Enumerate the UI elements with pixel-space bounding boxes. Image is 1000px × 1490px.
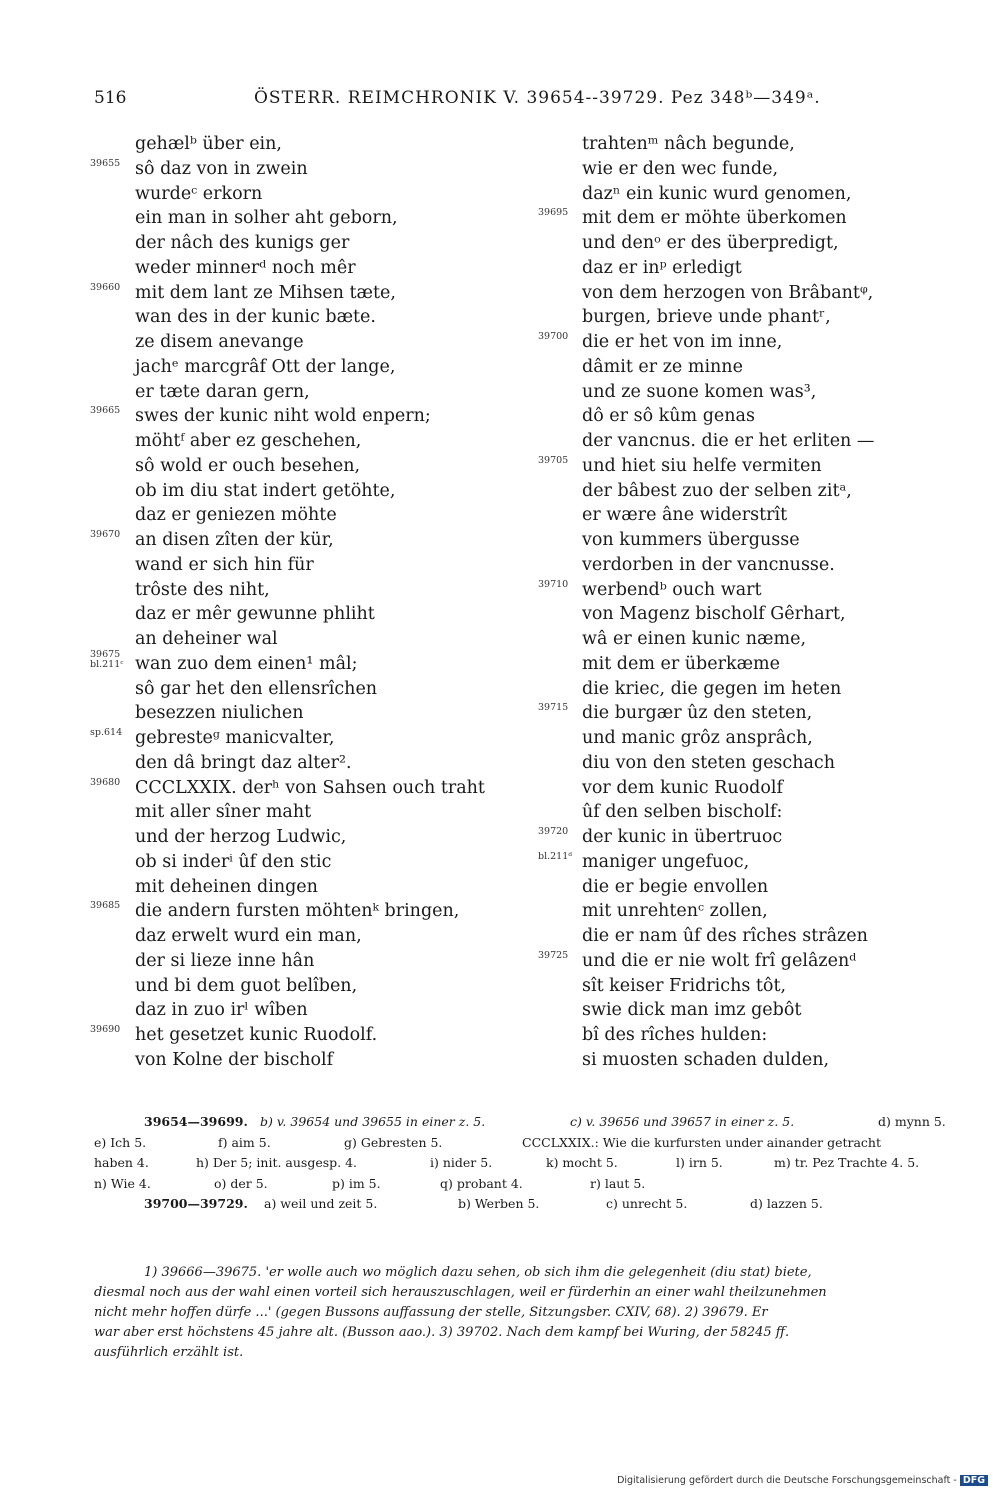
footnote-line: diesmal noch aus der wahl einen vorteil sich herauszuschlagen, weil er fürderhin an einer wahl theilzunehmen	[94, 1285, 827, 1300]
verse-line	[538, 998, 918, 1023]
verse-text: burgen, brieve unde phantʳ,	[582, 307, 831, 328]
verse-line	[538, 231, 918, 256]
verse-line	[538, 652, 918, 677]
apparatus-note: o) der 5.	[214, 1175, 268, 1191]
verse-line	[538, 553, 918, 578]
apparatus-note: haben 4.	[94, 1155, 149, 1170]
verse-text: und der herzog Ludwic,	[135, 827, 347, 847]
verse-line	[90, 182, 530, 207]
verse-text: daz in zuo irˡ wîben	[135, 1000, 308, 1021]
apparatus-note: a) weil und zeit 5.	[264, 1196, 378, 1211]
verse-line	[90, 157, 530, 182]
verse-line	[90, 305, 530, 330]
verse-line	[538, 528, 918, 553]
verse-line	[538, 429, 918, 454]
verse-text: der bâbest zuo der selben zitᵃ,	[582, 480, 852, 501]
footnote-line: nicht mehr hoffen dürfe ...' (gegen Bussons auffassung der stelle, Sitzungsber. CXIV, 68). 2) 39679. Er	[94, 1305, 768, 1320]
verse-text: und hiet siu helfe vermiten	[582, 455, 822, 476]
verse-text: jachᵉ marcgrâf Ott der lange,	[135, 356, 396, 377]
apparatus-note: n) Wie 4.	[94, 1175, 151, 1191]
verse-line	[90, 648, 530, 677]
line-number: 39705	[538, 454, 569, 466]
apparatus-note: b) v. 39654 und 39655 in einer z. 5.	[260, 1114, 486, 1129]
apparatus-row	[94, 1194, 964, 1215]
verse-text: ein man in solher aht geborn,	[135, 208, 398, 229]
verse-line	[538, 776, 918, 801]
verse-text: sô wold er ouch besehen,	[135, 455, 361, 476]
verse-line	[90, 380, 530, 405]
verse-text: daz erwelt wurd ein man,	[135, 926, 362, 946]
verse-text: mit dem lant ze Mihsen tæte,	[135, 282, 396, 303]
apparatus-row	[94, 1174, 964, 1195]
verse-text: si muosten schaden dulden,	[582, 1049, 830, 1070]
verse-line	[90, 875, 530, 900]
verse-text: sô daz von in zwein	[135, 158, 308, 179]
verse-text: wâ er einen kunic næme,	[582, 629, 807, 649]
verse-line	[538, 206, 918, 231]
verse-line	[538, 132, 918, 157]
verse-text: het gesetzet kunic Ruodolf.	[135, 1025, 378, 1045]
verse-text: ze disem anevange	[135, 332, 304, 352]
verse-text: mit dem er überkæme	[582, 653, 780, 674]
verse-line	[538, 627, 918, 652]
verse-text: mit aller sîner maht	[135, 802, 312, 823]
verse-text: mit unrehtenᶜ zollen,	[582, 901, 768, 922]
verse-line	[90, 454, 530, 479]
verse-line	[538, 1048, 918, 1073]
verse-text: daz er mêr gewunne phliht	[135, 604, 375, 625]
apparatus-note: CCCLXXIX.: Wie die kurfursten under ainander getracht	[522, 1134, 881, 1150]
line-number: sp.614	[90, 727, 123, 738]
verse-line	[538, 355, 918, 380]
verse-line	[538, 503, 918, 528]
verse-line	[90, 528, 530, 553]
verse-line	[90, 974, 530, 999]
verse-line	[538, 875, 918, 900]
footnotes	[94, 1263, 964, 1363]
verse-text: wand er sich hin für	[135, 554, 314, 575]
verse-text: mit deheinen dingen	[135, 876, 318, 897]
line-number: 39695	[538, 207, 569, 219]
verse-text: und bi dem guot belîben,	[135, 975, 358, 996]
apparatus-note: e) Ich 5.	[94, 1134, 147, 1150]
verse-line	[90, 677, 530, 702]
verse-text: vor dem kunic Ruodolf	[582, 777, 783, 798]
verse-text: möhtᶠ aber ez geschehen,	[135, 431, 362, 451]
verse-line	[538, 677, 918, 702]
verse-line	[90, 825, 530, 850]
verse-text: daz er inᵖ erledigt	[582, 257, 742, 278]
verse-text: trôste des niht,	[135, 579, 270, 600]
verse-text: die er nam ûf des rîches strâzen	[582, 926, 868, 946]
verse-text: besezzen niulichen	[135, 703, 304, 724]
verse-text: weder minnerᵈ noch mêr	[135, 257, 356, 278]
apparatus-range: 39700—39729.	[144, 1196, 248, 1211]
verse-text: von Magenz bischolf Gêrhart,	[582, 604, 846, 625]
verse-line	[538, 330, 918, 355]
running-title: ÖSTERR. REIMCHRONIK V. 39654--39729. Pez 348ᵇ—349ᵃ.	[254, 88, 821, 108]
line-number: 39670	[90, 529, 121, 540]
footnote-line: ausführlich erzählt ist.	[94, 1345, 244, 1360]
verse-line	[538, 899, 918, 924]
apparatus-range: 39654—39699.	[144, 1114, 248, 1129]
verse-line	[90, 627, 530, 652]
verse-text: dazⁿ ein kunic wurd genomen,	[582, 183, 852, 204]
verse-line	[90, 429, 530, 454]
verse-text: der kunic in übertruoc	[582, 827, 783, 847]
verse-text: werbendᵇ ouch wart	[582, 579, 762, 600]
apparatus-note: m) tr. Pez Trachte 4. 5.	[774, 1155, 920, 1170]
verse-line	[90, 132, 530, 157]
line-number: 39715	[538, 702, 569, 714]
verse-text: trahtenᵐ nâch begunde,	[582, 134, 795, 154]
line-number: 39690	[90, 1024, 121, 1035]
apparatus-note: d) lazzen 5.	[750, 1196, 823, 1211]
verse-line	[90, 256, 530, 281]
page-header	[94, 88, 821, 116]
verse-line	[90, 231, 530, 256]
verse-line	[90, 602, 530, 627]
verse-line	[90, 355, 530, 380]
verse-line	[538, 825, 918, 850]
verse-line	[90, 553, 530, 578]
verse-line	[538, 974, 918, 999]
verse-line	[90, 949, 530, 974]
apparatus-note: d) mynn 5.	[878, 1114, 946, 1129]
apparatus-row	[94, 1112, 964, 1133]
verse-text: und ze suone komen was³,	[582, 381, 817, 402]
verse-line	[538, 726, 918, 751]
verse-line	[538, 850, 918, 875]
verse-line	[538, 454, 918, 479]
apparatus-note: q) probant 4.	[440, 1175, 523, 1191]
line-number: 39725	[538, 949, 569, 961]
left-verse-column	[90, 132, 530, 1073]
verse-line	[90, 850, 530, 875]
verse-line	[90, 479, 530, 504]
verse-text: von kummers übergusse	[582, 530, 800, 550]
apparatus-row	[94, 1153, 964, 1174]
apparatus-note: r) laut 5.	[590, 1175, 646, 1191]
line-number: 39680	[90, 776, 121, 788]
verse-line	[538, 281, 918, 306]
line-number: 39720	[538, 826, 569, 837]
verse-line	[90, 404, 530, 429]
verse-text: der nâch des kunigs ger	[135, 233, 350, 253]
page-number: 516	[94, 88, 127, 108]
verse-line	[90, 1048, 530, 1073]
verse-text: swes der kunic niht wold enpern;	[135, 406, 431, 427]
verse-line	[90, 998, 530, 1023]
verse-text: dô er sô kûm genas	[582, 406, 755, 427]
funding-footer	[617, 1475, 988, 1486]
apparatus-note: c) v. 39656 und 39657 in einer z. 5.	[570, 1114, 795, 1129]
verse-text: den dâ bringt daz alter².	[135, 752, 352, 773]
verse-text: ûf den selben bischolf:	[582, 802, 783, 823]
verse-text: die burgær ûz den steten,	[582, 703, 813, 724]
verse-text: die kriec, die gegen im heten	[582, 678, 842, 699]
verse-text: wie er den wec funde,	[582, 158, 779, 179]
verse-text: von Kolne der bischolf	[135, 1049, 334, 1070]
verse-text: ob im diu stat indert getöhte,	[135, 480, 396, 501]
verse-text: von dem herzogen von Brâbantᵠ,	[582, 282, 874, 303]
verse-line	[538, 1023, 918, 1048]
dfg-logo: DFG	[960, 1475, 988, 1486]
verse-text: und manic grôz ansprâch,	[582, 728, 813, 748]
verse-line	[538, 380, 918, 405]
verse-line	[538, 305, 918, 330]
footnote-line: war aber erst höchstens 45 jahre alt. (Busson aao.). 3) 39702. Nach dem kampf bei Wuring, der 58245 ff.	[94, 1325, 790, 1340]
verse-text: ob si inderⁱ ûf den stic	[135, 851, 332, 872]
verse-line	[90, 330, 530, 355]
verse-line	[538, 157, 918, 182]
apparatus-note: l) irn 5.	[676, 1155, 723, 1170]
verse-text: bî des rîches hulden:	[582, 1025, 768, 1045]
line-number: 39700	[538, 331, 569, 342]
apparatus-note: k) mocht 5.	[546, 1155, 618, 1170]
verse-line	[90, 899, 530, 924]
verse-line	[538, 701, 918, 726]
footnote-line: 1) 39666—39675. 'er wolle auch wo möglich dazu sehen, ob sich ihm die gelegenheit (diu stat) biete,	[144, 1265, 812, 1280]
line-number: 39665	[90, 405, 121, 417]
verse-text: an disen zîten der kür,	[135, 530, 334, 550]
verse-text: wan des in der kunic bæte.	[135, 307, 376, 328]
funding-text: Digitalisierung gefördert durch die Deutsche Forschungsgemeinschaft -	[617, 1475, 957, 1486]
verse-text: er wære âne widerstrît	[582, 505, 788, 526]
verse-text: die er begie envollen	[582, 876, 769, 897]
verse-text: daz er geniezen möhte	[135, 505, 337, 526]
verse-line	[90, 1023, 530, 1048]
verse-text: diu von den steten geschach	[582, 752, 835, 773]
verse-text: CCCLXXIX. derʰ von Sahsen ouch traht	[135, 777, 485, 798]
verse-line	[538, 578, 918, 603]
apparatus-note: p) im 5.	[332, 1175, 381, 1191]
apparatus-note: g) Gebresten 5.	[344, 1134, 443, 1150]
verse-text: gehælᵇ über ein,	[135, 134, 282, 154]
verse-text: sît keiser Fridrichs tôt,	[582, 975, 787, 996]
verse-text: wurdeᶜ erkorn	[135, 183, 263, 204]
apparatus-note: h) Der 5; init. ausgesp. 4.	[196, 1155, 358, 1170]
verse-text: der vancnus. die er het erliten —	[582, 431, 875, 451]
verse-text: und die er nie wolt frî gelâzenᵈ	[582, 950, 857, 971]
apparatus-note: b) Werben 5.	[458, 1196, 540, 1211]
apparatus-note: i) nider 5.	[430, 1155, 493, 1170]
verse-line	[538, 182, 918, 207]
verse-text: sô gar het den ellensrîchen	[135, 678, 378, 699]
verse-text: dâmit er ze minne	[582, 356, 743, 377]
verse-text: die er het von im inne,	[582, 332, 783, 352]
line-number: 39675 bl.211ᶜ	[90, 648, 124, 670]
verse-line	[538, 800, 918, 825]
verse-line	[90, 578, 530, 603]
verse-line	[90, 751, 530, 776]
verse-text: swie dick man imz gebôt	[582, 1000, 802, 1021]
verse-line	[538, 924, 918, 949]
apparatus-note: f) aim 5.	[218, 1134, 271, 1150]
verse-line	[538, 479, 918, 504]
verse-line	[538, 602, 918, 627]
verse-line	[90, 924, 530, 949]
verse-line	[90, 726, 530, 751]
verse-line	[90, 800, 530, 825]
line-number: bl.211ᵈ	[538, 850, 573, 862]
verse-line	[538, 751, 918, 776]
verse-text: maniger ungefuoc,	[582, 851, 750, 872]
line-number: 39655	[90, 157, 121, 169]
line-number: 39710	[538, 578, 569, 590]
critical-apparatus	[94, 1112, 964, 1215]
verse-line	[90, 503, 530, 528]
verse-line	[90, 776, 530, 801]
verse-text: verdorben in der vancnusse.	[582, 554, 835, 575]
verse-text: an deheiner wal	[135, 629, 278, 649]
right-verse-column	[538, 132, 918, 1073]
line-number: 39685	[90, 900, 121, 912]
verse-text: und denᵒ er des überpredigt,	[582, 233, 839, 253]
verse-text: er tæte daran gern,	[135, 381, 310, 402]
verse-line	[538, 404, 918, 429]
verse-line	[90, 281, 530, 306]
apparatus-note: c) unrecht 5.	[606, 1196, 688, 1211]
verse-text: die andern fursten möhtenᵏ bringen,	[135, 901, 460, 922]
verse-line	[90, 206, 530, 231]
verse-text: gebresteᵍ manicvalter,	[135, 728, 335, 748]
verse-line	[538, 256, 918, 281]
verse-line	[90, 701, 530, 726]
line-number: 39660	[90, 281, 121, 293]
verse-text: mit dem er möhte überkomen	[582, 208, 847, 229]
apparatus-row	[94, 1133, 964, 1154]
verse-line	[538, 949, 918, 974]
verse-text: wan zuo dem einen¹ mâl;	[135, 653, 358, 674]
verse-text: der si lieze inne hân	[135, 950, 315, 971]
